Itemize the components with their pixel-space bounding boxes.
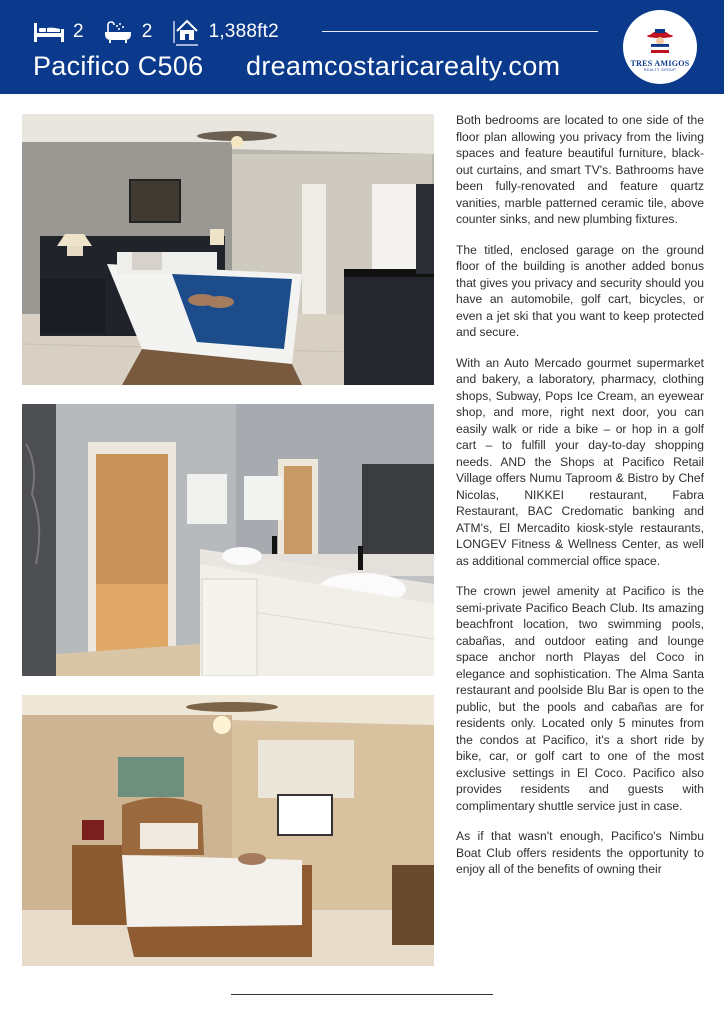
area-value: 1,388ft2 (208, 21, 279, 42)
paragraph-garage: The titled, enclosed garage on the ground floor of the building is another added bonus that gives you privacy and security should you have an automobile, golf cart, bicycles, or even a jet ski that you want to keep protected and secure. (456, 242, 704, 339)
paragraph-shopping: With an Auto Mercado gourmet supermarket and bakery, a laboratory, pharmacy, clothing shops, Subway, Pops Ice Cream, an eyewear shop, and more, right next door, you can easily walk or ride a bike – or hop in a golf cart – to fulfill your day-to-day shopping needs. AND the Shops at Pacifico Retail Village offers Numu Taproom & Bistro by Chef Nicolas, NIKKEI restaurant, Fabra Restaurant, BAC Credomatic banking and ATM's, El Mercadito kiosk-style restaurants, LONGEV Fitness & Wellness Center, as well as additional commercial office space. (456, 355, 704, 568)
bathrooms-count: 2 (141, 21, 153, 42)
property-stats (33, 17, 297, 47)
area-stat (171, 17, 279, 47)
logo-subtitle: REALTY GROUP (644, 67, 676, 72)
paragraph-bedrooms: Both bedrooms are located to one side of the floor plan allowing you privacy from the living spaces and feature beautiful furniture, black-out curtains, and smart TV's. Bathrooms have been fully-renovated and feature quartz vanities, marble patterned ceramic tile, above counter sinks, and new plumbing fixtures. (456, 113, 704, 226)
website-link[interactable]: dreamcostaricarealty.com (246, 51, 561, 81)
header-bar (0, 0, 724, 94)
paragraph-beach-club: The crown jewel amenity at Pacifico is the semi-private Pacifico Beach Club. Its amazing beachfront location, two swimming pools, cabañas, and outdoor eating and lounge space anchor north Playas del Coco in elegance and sophistication. The Alma Santa restaurant and poolside Blu Bar is open to the public, but the pools and cabañas are for residents only. Located only 5 minutes from the condos at Pacifico, it's a short ride by bike, car, or golf cart to one of the most exclusive settings in El Coco. Pacifico also provides residents and guests with complimentary shuttle service just in case. (456, 584, 704, 813)
company-logo (623, 10, 697, 84)
tres-amigos-emblem-icon (643, 23, 677, 57)
paragraph-boat-club: As if that wasn't enough, Pacifico's Nimbu Boat Club offers residents the opportunity to enjoy all of the benefits of owning their (456, 829, 704, 876)
guest-bedroom-photo (22, 695, 434, 966)
bedrooms-count: 2 (73, 21, 84, 42)
logo-name: TRES AMIGOS (630, 58, 690, 68)
property-title: Pacifico C506 (33, 51, 204, 81)
bathtub-icon (102, 20, 134, 44)
master-bedroom-photo (22, 114, 434, 385)
bedrooms-stat (33, 20, 84, 44)
footer-divider (231, 994, 493, 995)
header-divider (322, 31, 598, 32)
bathrooms-stat (102, 20, 153, 44)
house-area-icon (171, 17, 201, 47)
bathroom-photo (22, 404, 434, 676)
bed-icon (33, 20, 65, 44)
description-column (456, 112, 704, 892)
